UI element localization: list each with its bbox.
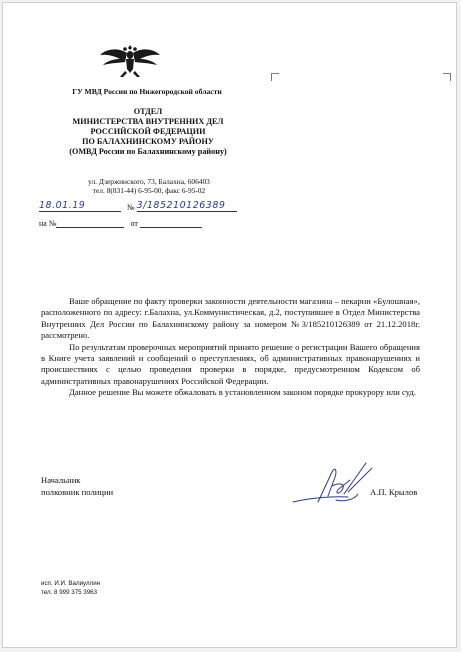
phone-line: тел. 8(831-44) 6-95-00, факс 6-95-02 bbox=[92, 186, 206, 195]
handwritten-number: 3/185210126389 bbox=[136, 200, 226, 211]
dept-line-5: (ОМВД России по Балахнинскому району) bbox=[69, 147, 227, 156]
executor-phone: тел. 8 999 375 3963 bbox=[41, 588, 98, 596]
ref-prefix: на № bbox=[39, 219, 57, 228]
body-paragraph-2: По результатам проверочных мероприятий принято решение о регистрации Вашего обращения в Книге учета заявлений и сообщений о преступлениях, об административных правонарушениях и происшествиях с целью проведения проверки в порядке, предусмотренном Кодексом об административных правонарушениях Российской Федерации. bbox=[41, 341, 420, 386]
ref-date-field bbox=[140, 218, 202, 228]
number-field bbox=[137, 200, 237, 212]
executor-name: исп. И.И. Валиуллин bbox=[41, 580, 101, 587]
dept-line-3: РОССИЙСКОЙ ФЕДЕРАЦИИ bbox=[90, 127, 206, 136]
signatory-name: А.П. Крылов bbox=[370, 487, 418, 497]
reference-line bbox=[39, 218, 202, 228]
number-sign: № bbox=[127, 203, 135, 212]
address-line: ул. Дзержинского, 73, Балахна, 606403 bbox=[88, 177, 210, 186]
gu-mvd-line: ГУ МВД России по Нижегородской области bbox=[72, 87, 222, 96]
position-line-1: Начальник bbox=[41, 475, 81, 485]
registration-line bbox=[39, 200, 237, 212]
handwritten-signature bbox=[288, 458, 383, 513]
letter-page bbox=[2, 2, 457, 648]
signatory-position bbox=[41, 475, 113, 498]
addressee-corner-top-right bbox=[443, 73, 451, 81]
position-line-2: полковник полиции bbox=[41, 486, 114, 497]
department-block bbox=[33, 107, 263, 157]
dept-line-1: ОТДЕЛ bbox=[133, 107, 163, 116]
body-paragraph-1: Ваше обращение по факту проверки законности деятельности магазина – пекарни «Булошная», расположенного по адресу: г.Балахна, ул.Коммунистическая, д.2, поступившее в Отдел Министерства Внутренних Дел России по Балахнинскому району за номером №3/185210126389 от 21.12.2018г. рассмотрено. bbox=[41, 296, 420, 341]
ref-number-field bbox=[56, 218, 124, 228]
address-block bbox=[33, 177, 265, 195]
handwritten-date: 18.01.19 bbox=[39, 200, 86, 211]
body-paragraph-3: Данное решение Вы можете обжаловать в установленном законом порядке прокурору или суд. bbox=[69, 387, 416, 398]
executor-info bbox=[41, 580, 100, 597]
dept-line-4: ПО БАЛАХНИНСКОМУ РАЙОНУ bbox=[82, 137, 214, 146]
addressee-corner-top-left bbox=[271, 73, 279, 81]
mvd-eagle-emblem bbox=[98, 41, 162, 81]
date-field bbox=[39, 200, 121, 212]
letter-body bbox=[41, 296, 420, 399]
dept-line-2: МИНИСТЕРСТВА ВНУТРЕННИХ ДЕЛ bbox=[72, 117, 224, 126]
ref-from-label: от bbox=[130, 219, 138, 228]
